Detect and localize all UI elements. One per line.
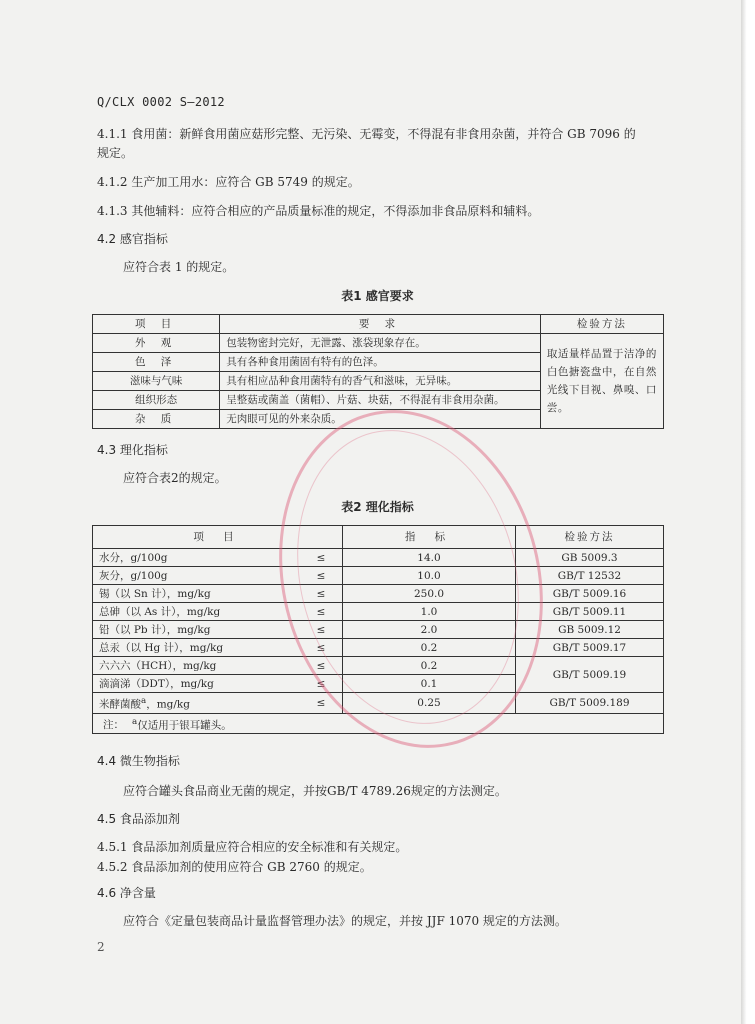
- requirement-cell: 包装物密封完好，无泄露、涨袋现象存在。: [220, 334, 541, 353]
- item-cell: 外 观: [93, 334, 220, 353]
- method-cell: GB 5009.12: [516, 621, 664, 639]
- heading-4-4: 4.4 微生物指标: [97, 754, 180, 768]
- operator-cell: ≤: [300, 675, 343, 693]
- table-row: [93, 334, 664, 353]
- header-cell: 指 标: [343, 526, 516, 549]
- clause-4-1-3: 4.1.3 其他辅料：应符合相应的产品质量标准的规定，不得添加非食品原料和辅料。: [97, 204, 540, 218]
- item-cell: 灰分，g/100g: [93, 567, 301, 585]
- item-unit: ，mg/kg: [146, 698, 191, 711]
- header-cell: 检验方法: [516, 526, 664, 549]
- table1-caption: 表1 感官要求: [341, 289, 414, 303]
- clause-4-4-body: 应符合罐头食品商业无菌的规定，并按GB/T 4789.26规定的方法测定。: [123, 784, 507, 798]
- item-cell: 组织形态: [93, 391, 220, 410]
- operator-cell: ≤: [300, 549, 343, 567]
- item-cell: 色 泽: [93, 353, 220, 372]
- note-prefix: 注：: [103, 719, 124, 731]
- method-cell: GB/T 12532: [516, 567, 664, 585]
- item-cell: [93, 693, 301, 714]
- method-cell: GB/T 5009.17: [516, 639, 664, 657]
- item-cell: 总汞（以 Hg 计），mg/kg: [93, 639, 301, 657]
- clause-4-6-body: 应符合《定量包装商品计量监督管理办法》的规定，并按 JJF 1070 规定的方法测。: [123, 914, 567, 928]
- value-cell: 10.0: [343, 567, 516, 585]
- clause-4-1-1-cont: 规定。: [97, 146, 134, 160]
- heading-4-6: 4.6 净含量: [97, 886, 156, 900]
- clause-4-3-body: 应符合表2的规定。: [123, 471, 227, 485]
- table-note-row: [93, 713, 664, 734]
- header-cell: 项 目: [93, 315, 220, 334]
- method-cell: GB/T 5009.189: [516, 693, 664, 714]
- item-cell: 滋味与气味: [93, 372, 220, 391]
- item-cell: 铅（以 Pb 计），mg/kg: [93, 621, 301, 639]
- requirement-cell: 具有相应品种食用菌特有的香气和滋味，无异味。: [220, 372, 541, 391]
- method-cell: GB/T 5009.16: [516, 585, 664, 603]
- table2-caption: 表2 理化指标: [341, 500, 414, 514]
- value-cell: 1.0: [343, 603, 516, 621]
- clause-4-5-2: 4.5.2 食品添加剂的使用应符合 GB 2760 的规定。: [97, 860, 372, 874]
- heading-4-5: 4.5 食品添加剂: [97, 812, 180, 826]
- requirement-cell: 无肉眼可见的外来杂质。: [220, 410, 541, 429]
- footnote-marker: a: [141, 696, 147, 706]
- note-marker: a: [132, 716, 138, 727]
- method-cell: GB 5009.3: [516, 549, 664, 567]
- requirement-cell: 具有各种食用菌固有特有的色泽。: [220, 353, 541, 372]
- operator-cell: ≤: [300, 567, 343, 585]
- item-cell: 水分，g/100g: [93, 549, 301, 567]
- operator-cell: ≤: [300, 585, 343, 603]
- sensory-table: [92, 314, 664, 429]
- header-cell: 检验方法: [540, 315, 663, 334]
- header-cell: 要 求: [220, 315, 541, 334]
- table-note: [93, 713, 664, 734]
- operator-cell: ≤: [300, 639, 343, 657]
- method-cell: GB/T 5009.19: [516, 657, 664, 693]
- item-cell: 总砷（以 As 计），mg/kg: [93, 603, 301, 621]
- item-cell: 锡（以 Sn 计），mg/kg: [93, 585, 301, 603]
- value-cell: 0.2: [343, 657, 516, 675]
- item-cell: 杂 质: [93, 410, 220, 429]
- value-cell: 0.1: [343, 675, 516, 693]
- value-cell: 250.0: [343, 585, 516, 603]
- method-cell: 取适量样品置于洁净的白色搪瓷盘中，在自然光线下目视、鼻嗅、口尝。: [540, 334, 663, 429]
- operator-cell: ≤: [300, 603, 343, 621]
- operator-cell: ≤: [300, 693, 343, 714]
- value-cell: 2.0: [343, 621, 516, 639]
- value-cell: 0.2: [343, 639, 516, 657]
- operator-cell: ≤: [300, 621, 343, 639]
- value-cell: 0.25: [343, 693, 516, 714]
- clause-4-1-1: 4.1.1 食用菌：新鲜食用菌应菇形完整、无污染、无霉变，不得混有非食用杂菌，并符合 GB 7096 的: [97, 127, 636, 141]
- header-cell: 项 目: [93, 526, 343, 549]
- method-cell: GB/T 5009.11: [516, 603, 664, 621]
- item-name: 米酵菌酸: [99, 698, 141, 711]
- clause-4-2-body: 应符合表 1 的规定。: [123, 260, 235, 274]
- requirement-cell: 呈整菇或菌盖（菌帽）、片菇、块菇，不得混有非食用杂菌。: [220, 391, 541, 410]
- heading-4-2: 4.2 感官指标: [97, 232, 168, 246]
- table-header-row: [93, 315, 664, 334]
- standard-code: Q/CLX 0002 S—2012: [97, 95, 225, 109]
- item-cell: 滴滴涕（DDT），mg/kg: [93, 675, 301, 693]
- clause-4-5-1: 4.5.1 食品添加剂质量应符合相应的安全标准和有关规定。: [97, 840, 408, 854]
- value-cell: 14.0: [343, 549, 516, 567]
- heading-4-3: 4.3 理化指标: [97, 443, 168, 457]
- clause-4-1-2: 4.1.2 生产加工用水：应符合 GB 5749 的规定。: [97, 175, 360, 189]
- note-text: 仅适用于银耳罐头。: [137, 719, 232, 731]
- page-number: 2: [97, 940, 105, 954]
- item-cell: 六六六（HCH），mg/kg: [93, 657, 301, 675]
- operator-cell: ≤: [300, 657, 343, 675]
